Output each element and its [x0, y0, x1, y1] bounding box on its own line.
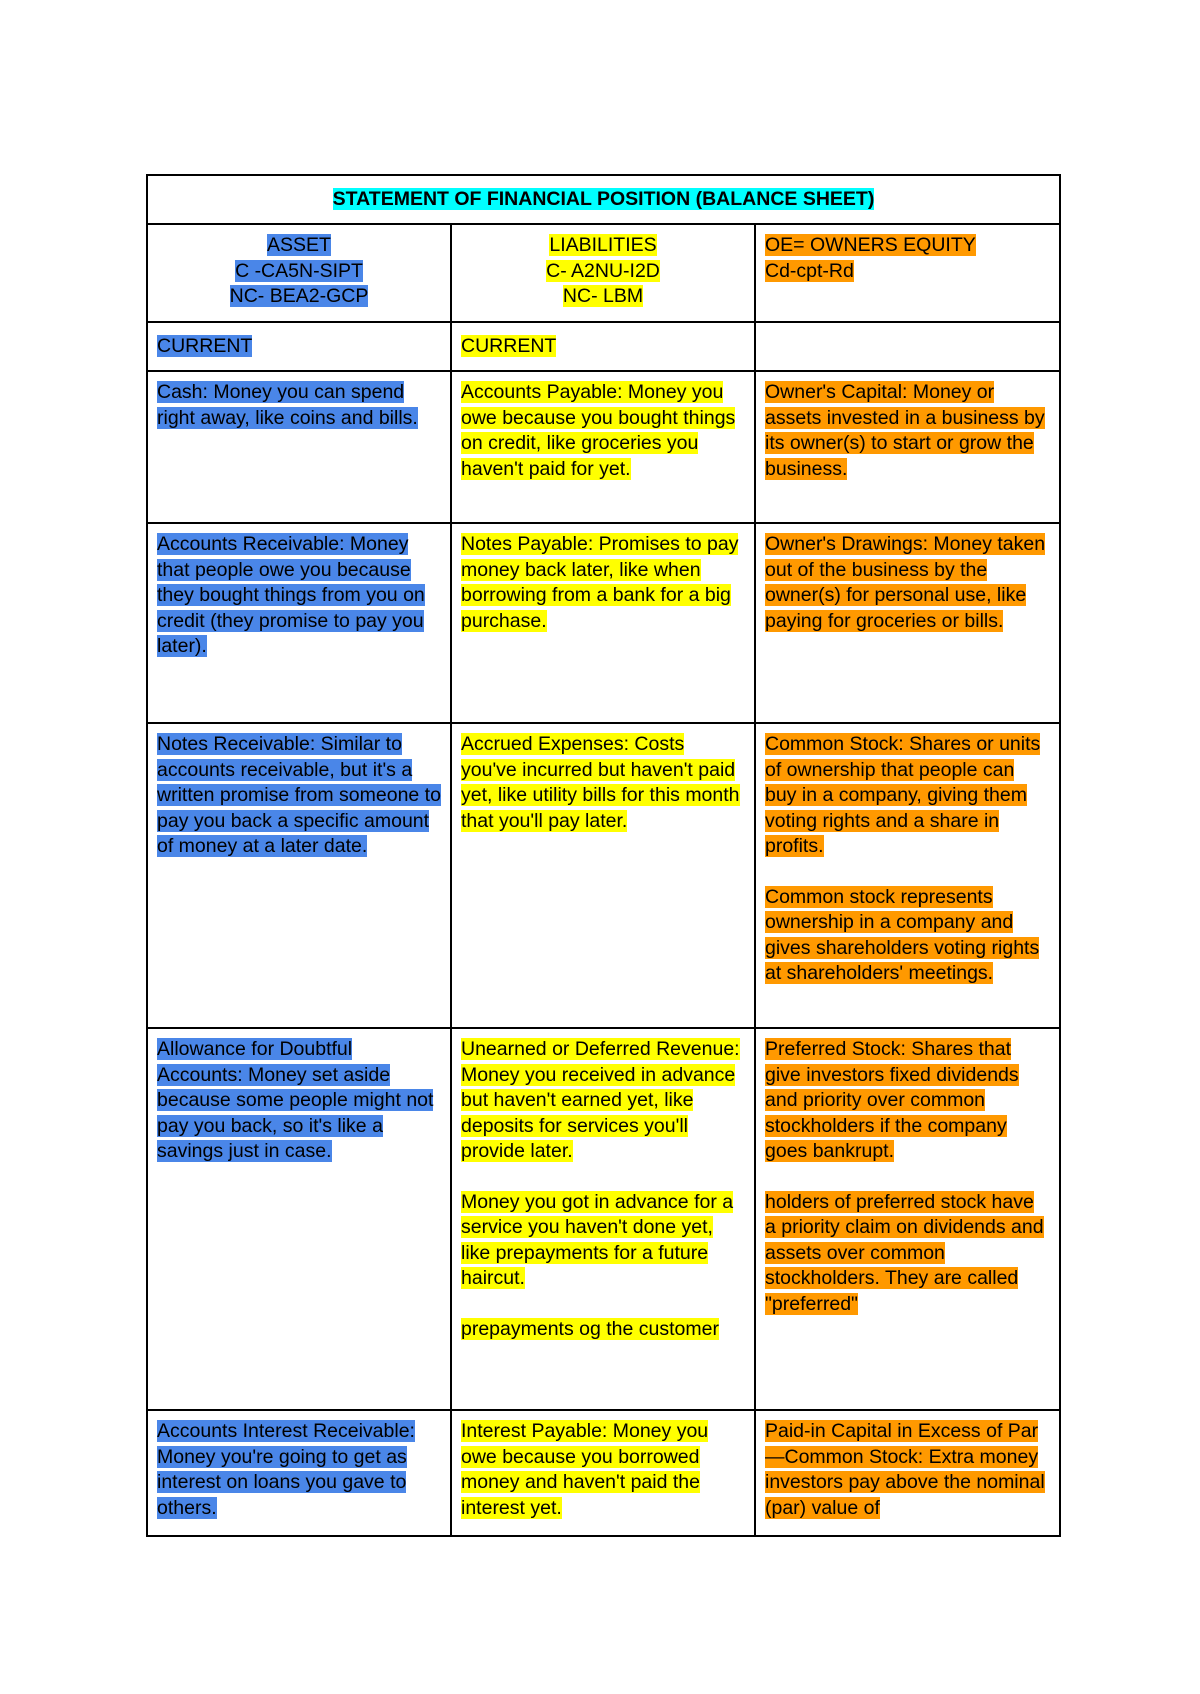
asset-current-cell	[147, 322, 451, 371]
table-row	[147, 1410, 1060, 1536]
liability-definition: Unearned or Deferred Revenue: Money you received in advance but haven't earned yet, like deposits for services you'll provide later.	[461, 1038, 740, 1162]
liability-definition: Notes Payable: Promises to pay money back later, like when borrowing from a bank for a big purchase.	[461, 533, 739, 632]
liabilities-header-line: NC- LBM	[562, 285, 644, 307]
current-row	[147, 322, 1060, 371]
liabilities-cell	[451, 371, 755, 523]
equity-note: holders of preferred stock have a priority claim on dividends and assets over common stockholders. They are called "preferred"	[765, 1190, 1044, 1315]
equity-cell	[755, 371, 1060, 523]
equity-cell	[755, 1410, 1060, 1536]
equity-definition: Owner's Drawings: Money taken out of the business by the owner(s) for personal use, like paying for groceries or bills.	[765, 533, 1046, 632]
table-row	[147, 371, 1060, 523]
equity-header-cell	[755, 224, 1060, 322]
liabilities-cell	[451, 723, 755, 1028]
table-title: STATEMENT OF FINANCIAL POSITION (BALANCE SHEET)	[332, 188, 875, 210]
liabilities-cell	[451, 1410, 755, 1536]
liability-note: prepayments og the customer	[461, 1317, 719, 1340]
equity-definition: Paid-in Capital in Excess of Par—Common Stock: Extra money investors pay above the nominal (par) value of	[765, 1420, 1045, 1519]
equity-definition: Common Stock: Shares or units of ownership that people can buy in a company, giving them voting rights and a share in profits.	[765, 733, 1041, 857]
asset-cell	[147, 1028, 451, 1410]
liability-note: Money you got in advance for a service you haven't done yet, like prepayments for a future haircut.	[461, 1190, 734, 1289]
equity-definition: Owner's Capital: Money or assets invested in a business by its owner(s) to start or grow the business.	[765, 381, 1045, 480]
table-row	[147, 723, 1060, 1028]
equity-definition: Preferred Stock: Shares that give investors fixed dividends and priority over common stockholders if the company goes bankrupt.	[765, 1038, 1019, 1162]
liabilities-current-label: CURRENT	[461, 335, 557, 357]
asset-header-line: ASSET	[267, 234, 331, 256]
table-row	[147, 523, 1060, 723]
asset-definition: Accounts Interest Receivable: Money you're going to get as interest on loans you gave to others.	[157, 1420, 415, 1519]
equity-current-cell	[755, 322, 1060, 371]
liabilities-cell	[451, 523, 755, 723]
asset-definition: Notes Receivable: Similar to accounts receivable, but it's a written promise from someone to pay you back a specific amount of money at a later date.	[157, 733, 441, 857]
title-cell	[147, 175, 1060, 224]
liability-definition: Accounts Payable: Money you owe because you bought things on credit, like groceries you haven't paid for yet.	[461, 381, 736, 480]
asset-cell	[147, 371, 451, 523]
asset-cell	[147, 1410, 451, 1536]
liabilities-cell	[451, 1028, 755, 1410]
asset-header-line: NC- BEA2-GCP	[229, 285, 369, 307]
asset-cell	[147, 723, 451, 1028]
equity-header-line: Cd-cpt-Rd	[765, 259, 854, 282]
table-row	[147, 1028, 1060, 1410]
equity-note: Common stock represents ownership in a company and gives shareholders voting rights at shareholders' meetings.	[765, 885, 1040, 984]
liability-definition: Interest Payable: Money you owe because you borrowed money and haven't paid the interest yet.	[461, 1420, 709, 1519]
equity-cell	[755, 1028, 1060, 1410]
liability-definition: Accrued Expenses: Costs you've incurred but haven't paid yet, like utility bills for this month that you'll pay later.	[461, 733, 740, 832]
header-row	[147, 224, 1060, 322]
liabilities-header-line: C- A2NU-I2D	[546, 259, 660, 282]
equity-cell	[755, 723, 1060, 1028]
liabilities-current-cell	[451, 322, 755, 371]
liabilities-header-line: LIABILITIES	[549, 234, 657, 256]
equity-header-line: OE= OWNERS EQUITY	[765, 234, 976, 256]
balance-sheet-table	[146, 174, 1061, 1537]
asset-header-line: C -CA5N-SIPT	[235, 259, 363, 282]
title-row	[147, 175, 1060, 224]
asset-definition: Accounts Receivable: Money that people owe you because they bought things from you on credit (they promise to pay you later).	[157, 533, 425, 657]
asset-definition: Allowance for Doubtful Accounts: Money set aside because some people might not pay you back, so it's like a savings just in case.	[157, 1038, 434, 1162]
liabilities-header-cell	[451, 224, 755, 322]
equity-cell	[755, 523, 1060, 723]
asset-definition: Cash: Money you can spend right away, like coins and bills.	[157, 381, 418, 429]
asset-cell	[147, 523, 451, 723]
asset-current-label: CURRENT	[157, 335, 253, 357]
asset-header-cell	[147, 224, 451, 322]
